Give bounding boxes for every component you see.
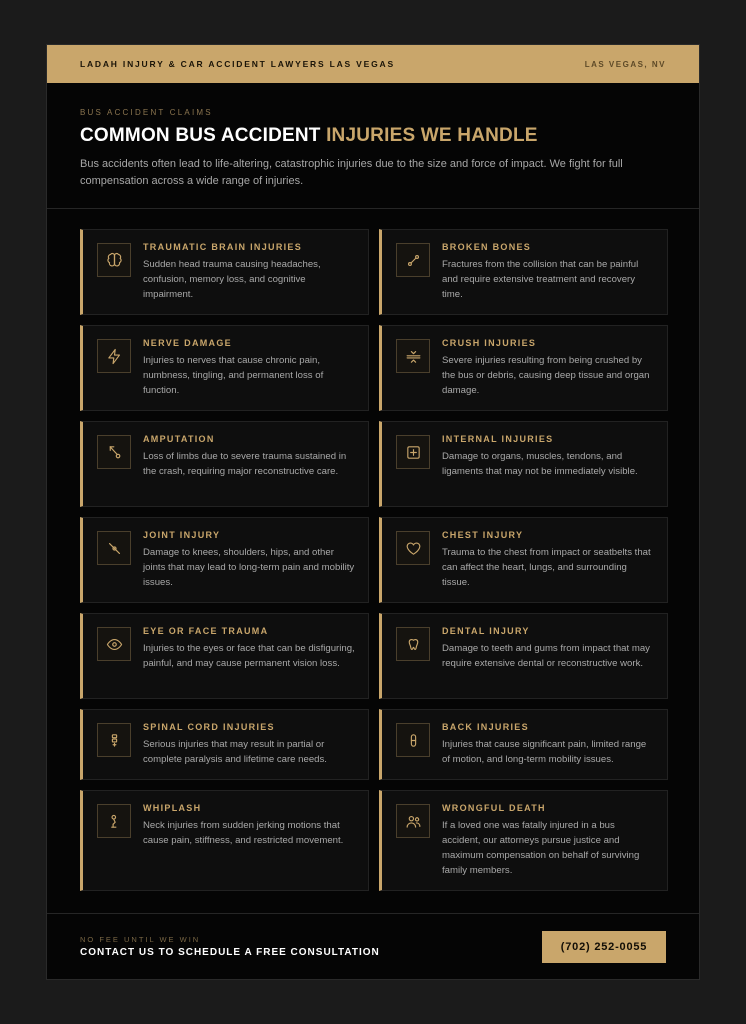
- consultation-cta: CONTACT US TO SCHEDULE A FREE CONSULTATION: [80, 947, 380, 958]
- title-white: COMMON BUS ACCIDENT: [80, 125, 327, 146]
- spine-icon: [97, 723, 131, 757]
- plus-square-icon: [396, 435, 430, 469]
- card-text: Severe injuries resulting from being crushed by the bus or debris, causing deep tissue and organ damage.: [442, 355, 650, 396]
- card-title: WHIPLASH: [143, 803, 202, 813]
- eyebrow-label: BUS ACCIDENT CLAIMS: [80, 108, 213, 117]
- card-title: CRUSH INJURIES: [442, 338, 537, 348]
- card-text: Sudden head trauma causing headaches, confusion, memory loss, and cognitive impairment.: [143, 259, 321, 300]
- location-label: LAS VEGAS, NV: [584, 59, 666, 69]
- intro-text: Bus accidents often lead to life-altering, catastrophic injuries due to the size and force of impact. We fight for full compensation across a wide range of injuries.: [80, 158, 623, 187]
- card-title: CHEST INJURY: [442, 530, 524, 540]
- card-text: Loss of limbs due to severe trauma sustained in the crash, requiring major reconstructive care.: [143, 451, 347, 477]
- injury-card: [379, 517, 668, 603]
- top-bar: [47, 45, 699, 83]
- card-text: If a loved one was fatally injured in a bus accident, our attorneys pursue justice and maximum compensation on behalf of surviving family members.: [442, 820, 640, 876]
- card-text: Fractures from the collision that can be painful and require extensive treatment and recovery time.: [442, 259, 639, 300]
- injury-card: [379, 709, 668, 780]
- footer-text-group: [80, 935, 380, 958]
- injury-card: [80, 325, 369, 411]
- card-text: Serious injuries that may result in partial or complete paralysis and lifetime care needs.: [143, 739, 327, 765]
- card-text: Neck injuries from sudden jerking motions that cause pain, stiffness, and restricted movement.: [143, 820, 344, 846]
- page-title: [80, 125, 666, 147]
- card-text: Injuries to the eyes or face that can be disfiguring, painful, and may cause permanent vision loss.: [143, 643, 355, 669]
- compress-icon: [396, 339, 430, 373]
- tooth-icon: [396, 627, 430, 661]
- card-text: Trauma to the chest from impact or seatbelts that can affect the heart, lungs, and surrounding tissue.: [442, 547, 651, 588]
- lightning-icon: [97, 339, 131, 373]
- card-title: EYE OR FACE TRAUMA: [143, 626, 269, 636]
- card-text: Damage to knees, shoulders, hips, and other joints that may lead to long-term pain and mobility issues.: [143, 547, 355, 588]
- footer: [47, 913, 699, 979]
- card-text: Damage to organs, muscles, tendons, and ligaments that may not be immediately visible.: [442, 451, 638, 477]
- no-fee-label: NO FEE UNTIL WE WIN: [80, 935, 201, 944]
- firm-name[interactable]: LADAH INJURY & CAR ACCIDENT LAWYERS LAS VEGAS: [80, 59, 395, 69]
- card-title: SPINAL CORD INJURIES: [143, 722, 275, 732]
- card-text: Damage to teeth and gums from impact that may require extensive dental or reconstructive work.: [442, 643, 650, 669]
- back-icon: [396, 723, 430, 757]
- joint-icon: [97, 531, 131, 565]
- title-accent: INJURIES WE HANDLE: [326, 125, 538, 146]
- card-title: INTERNAL INJURIES: [442, 434, 554, 444]
- injury-card: [80, 613, 369, 699]
- injury-card: [80, 790, 369, 891]
- injury-card: [379, 421, 668, 507]
- injury-card: [379, 613, 668, 699]
- scissors-icon: [97, 435, 131, 469]
- people-icon: [396, 804, 430, 838]
- injury-card: [379, 325, 668, 411]
- card-title: BROKEN BONES: [442, 242, 532, 252]
- heart-icon: [396, 531, 430, 565]
- card-title: NERVE DAMAGE: [143, 338, 232, 348]
- card-text: Injuries to nerves that cause chronic pain, numbness, tingling, and permanent loss of function.: [143, 355, 324, 396]
- card-title: TRAUMATIC BRAIN INJURIES: [143, 242, 303, 252]
- eye-icon: [97, 627, 131, 661]
- page: [46, 44, 700, 980]
- card-text: Injuries that cause significant pain, limited range of motion, and long-term mobility issues.: [442, 739, 647, 765]
- injury-card: [80, 517, 369, 603]
- injury-card: [80, 229, 369, 315]
- neck-icon: [97, 804, 131, 838]
- injury-card: [80, 709, 369, 780]
- injury-card: [80, 421, 369, 507]
- brain-icon: [97, 243, 131, 277]
- hero-section: [47, 83, 699, 209]
- injury-card: [379, 790, 668, 891]
- card-title: AMPUTATION: [143, 434, 215, 444]
- injury-card: [379, 229, 668, 315]
- card-title: JOINT INJURY: [143, 530, 221, 540]
- card-title: BACK INJURIES: [442, 722, 529, 732]
- card-title: DENTAL INJURY: [442, 626, 530, 636]
- card-title: WRONGFUL DEATH: [442, 803, 546, 813]
- bone-icon: [396, 243, 430, 277]
- phone-button[interactable]: (702) 252-0055: [542, 931, 666, 963]
